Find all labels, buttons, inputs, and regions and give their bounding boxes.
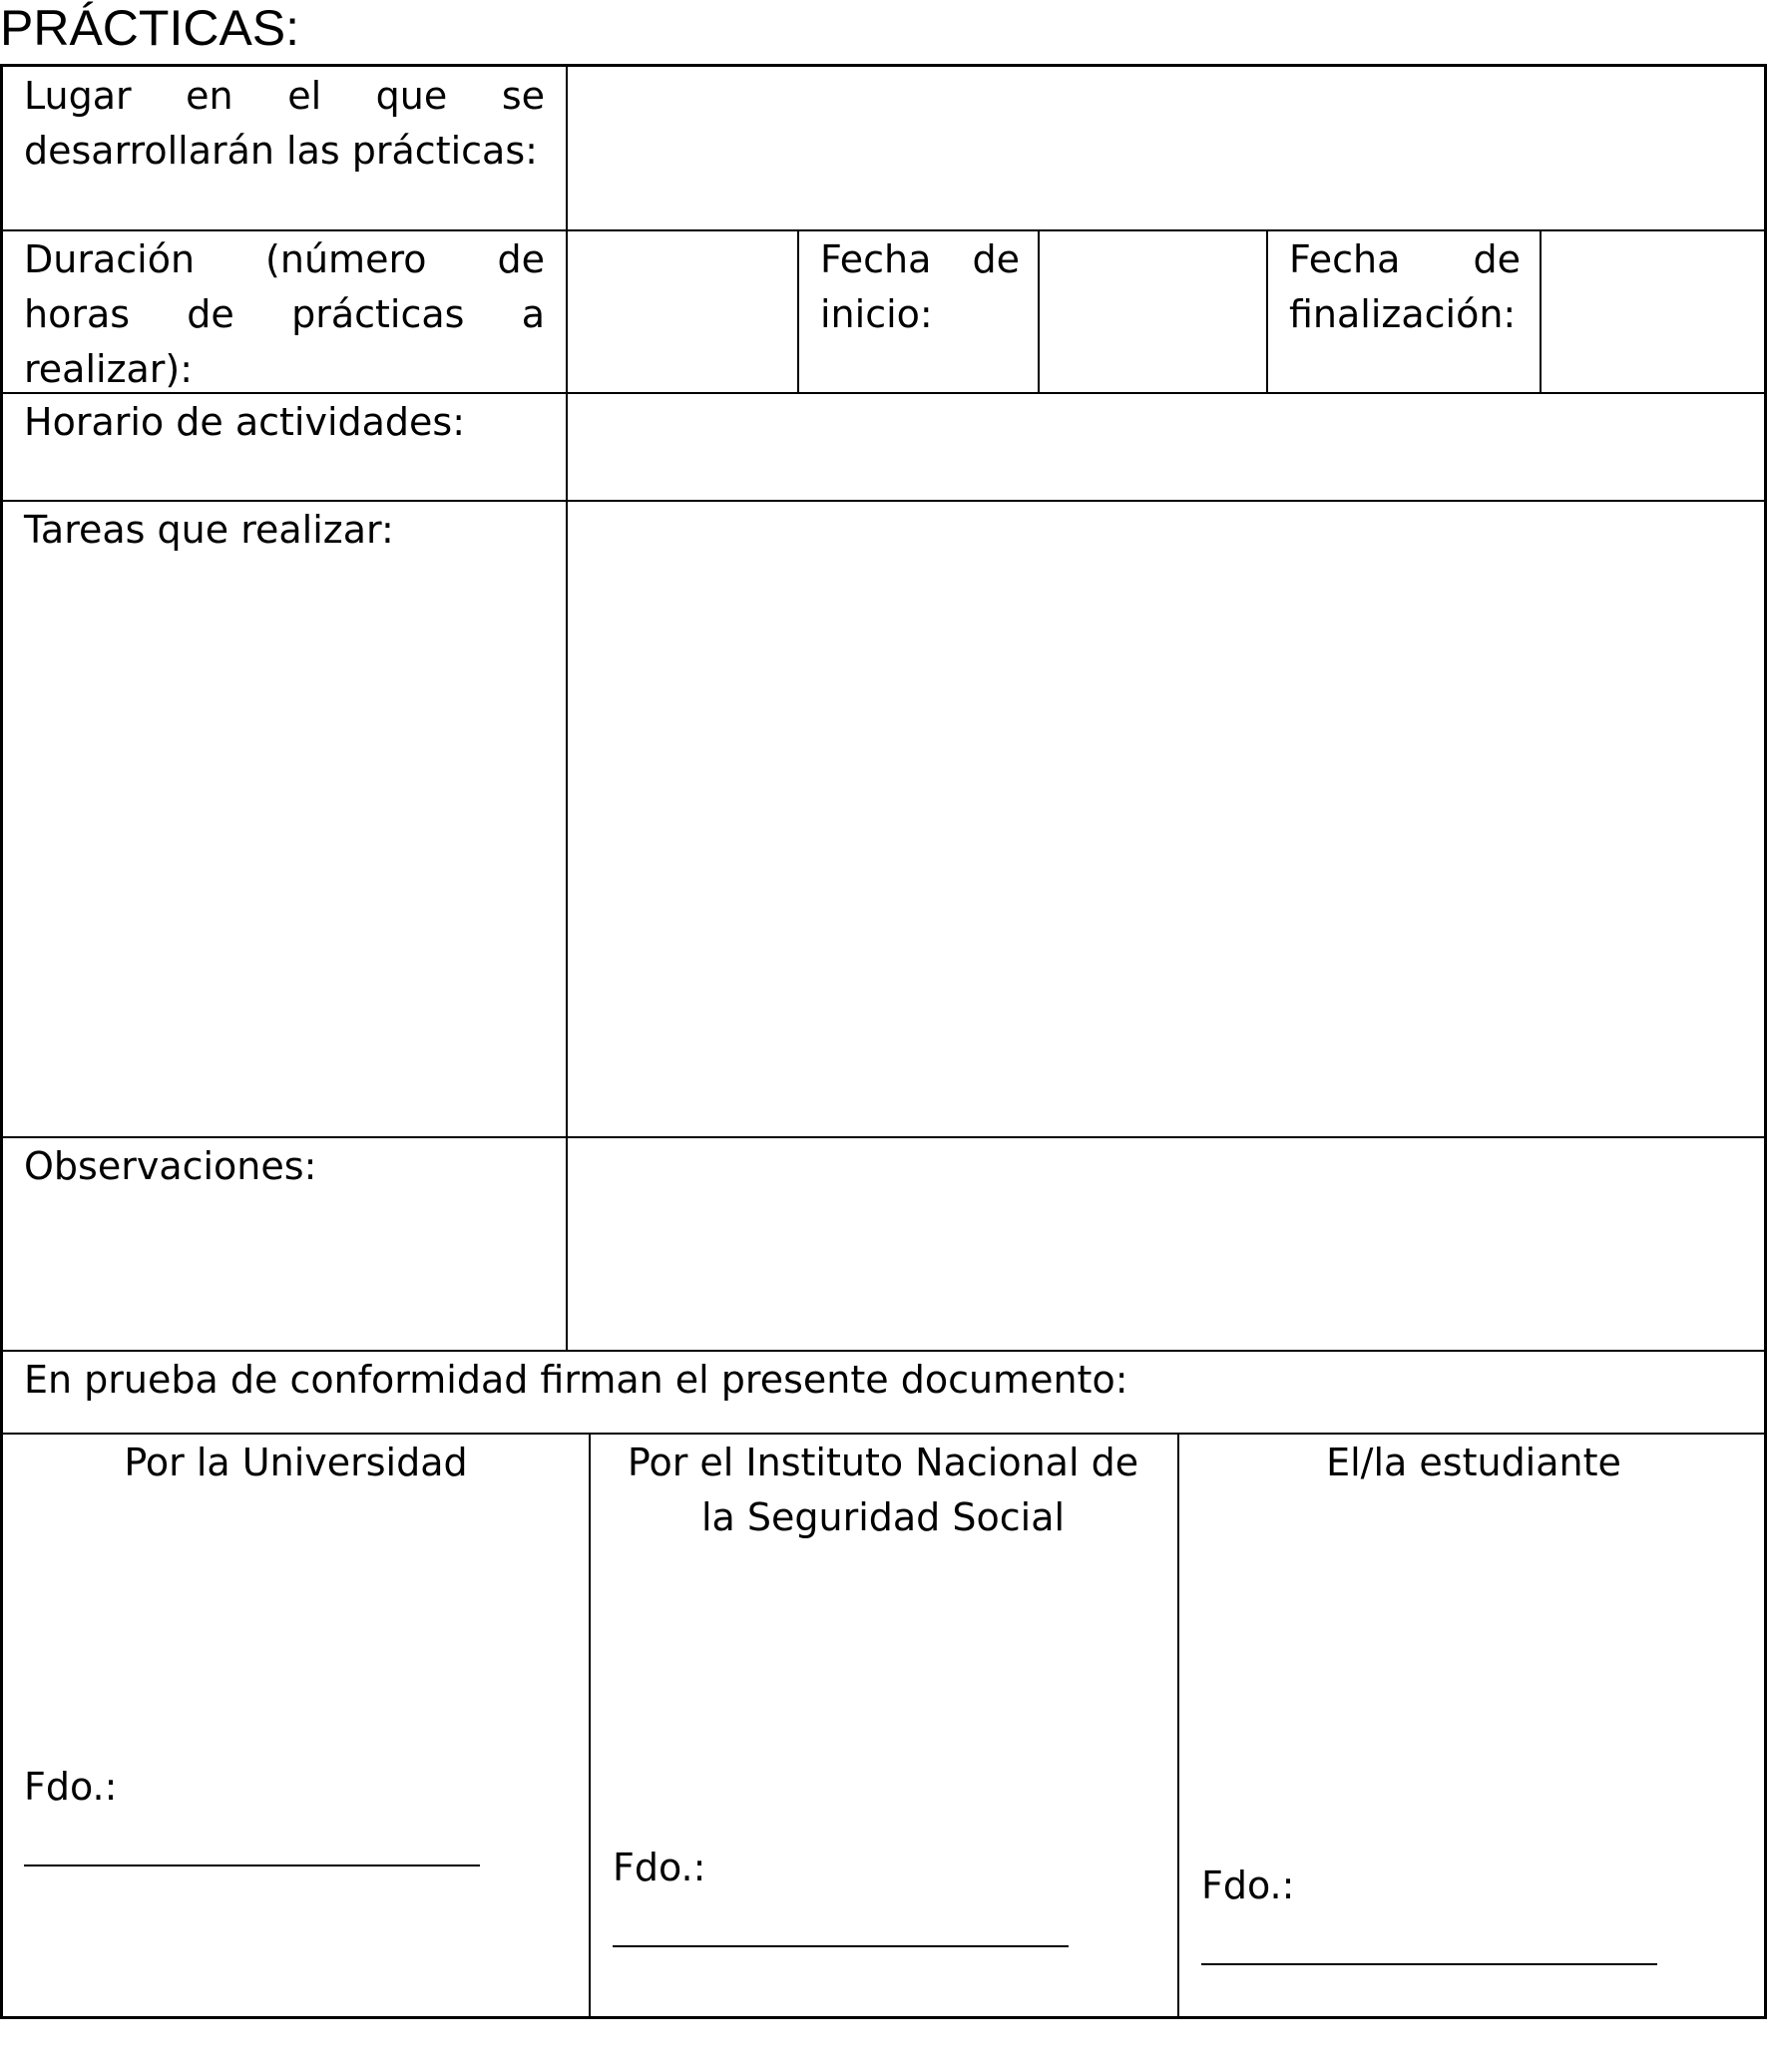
signature-title-universidad: Por la Universidad (124, 1441, 468, 1484)
row-divider (3, 1350, 1764, 1352)
signature-title-inss: Por el Instituto Nacional de la Seguridad Social (627, 1441, 1139, 1539)
signature-title-estudiante: El/la estudiante (1326, 1441, 1621, 1484)
signature-line-inss[interactable] (613, 1945, 1069, 1947)
lugar-field[interactable] (568, 67, 1764, 229)
tareas-field[interactable] (568, 502, 1764, 1136)
fecha-inicio-field[interactable] (1040, 231, 1266, 392)
tareas-label: Tareas que realizar: (24, 508, 394, 552)
duracion-label: Duración (número de horas de prácticas a realizar): (24, 237, 545, 391)
signature-fdo-label: Fdo.: (24, 1765, 118, 1809)
duracion-field[interactable] (568, 231, 797, 392)
column-divider (589, 1433, 591, 2019)
row-divider (3, 229, 1764, 231)
horario-label: Horario de actividades: (24, 400, 466, 444)
practicas-form-table (0, 64, 1767, 2019)
column-divider (797, 229, 799, 392)
section-title: PRÁCTICAS: (0, 0, 300, 56)
lugar-label: Lugar en el que se desarrollarán las prácticas: (24, 74, 545, 173)
signature-line-estudiante[interactable] (1201, 1963, 1657, 1965)
horario-field[interactable] (568, 394, 1764, 500)
signature-line-universidad[interactable] (24, 1865, 480, 1866)
observaciones-label: Observaciones: (24, 1144, 317, 1188)
fecha-fin-label: Fecha de finalización: (1289, 237, 1521, 336)
row-divider (3, 1433, 1764, 1435)
conformidad-text: En prueba de conformidad firman el presente documento: (24, 1358, 1128, 1402)
column-divider (1177, 1433, 1179, 2019)
signature-fdo-label: Fdo.: (1201, 1864, 1295, 1907)
signature-fdo-label: Fdo.: (613, 1846, 706, 1889)
column-divider (1266, 229, 1268, 392)
observaciones-field[interactable] (568, 1138, 1764, 1350)
fecha-inicio-label: Fecha de inicio: (820, 237, 1020, 336)
fecha-fin-field[interactable] (1542, 231, 1764, 392)
